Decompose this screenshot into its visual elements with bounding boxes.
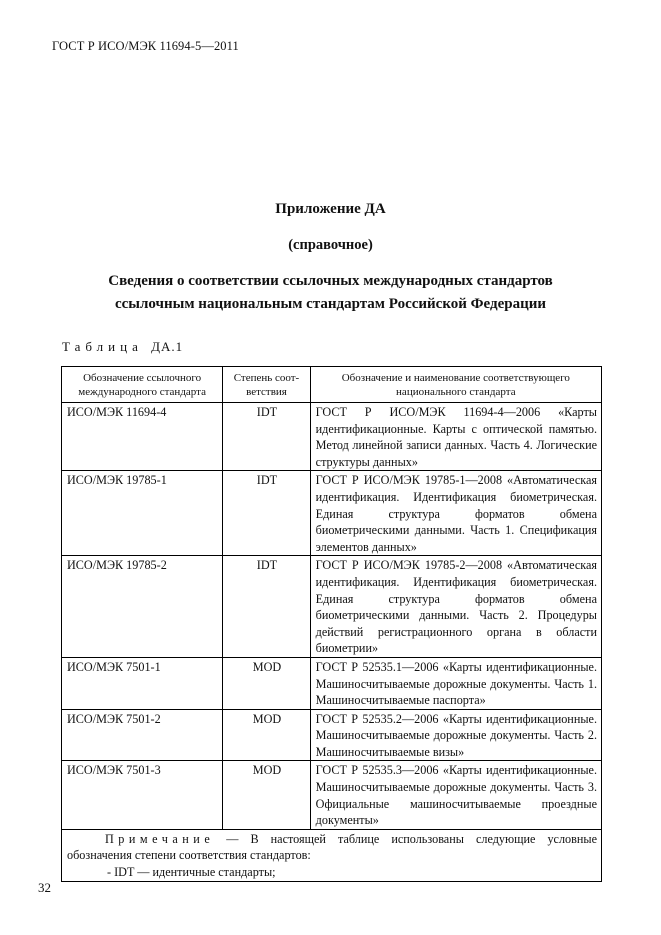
national-standard-name: ГОСТ Р 52535.2—2006 «Карты идентификационные. Машиносчитываемые дорожные документы. Часть 2. Машиносчитываемые визы»	[310, 709, 601, 761]
international-code: ИСО/МЭК 7501-2	[62, 709, 223, 761]
annex-heading-line-1: Сведения о соответствии ссылочных международных стандартов	[108, 273, 553, 289]
note-item-idt: - IDT — идентичные стандарты;	[107, 865, 276, 880]
degree-value: MOD	[223, 657, 310, 709]
header-degree: Степень соот-ветствия	[223, 367, 310, 403]
national-standard-name: ГОСТ Р 52535.1—2006 «Карты идентификационные. Машиносчитываемые дорожные документы. Часть 1. Машиносчитываемые паспорта»	[310, 657, 601, 709]
page-number: 32	[38, 880, 51, 895]
correspondence-table	[61, 366, 602, 882]
degree-value: MOD	[223, 709, 310, 761]
national-standard-name: ГОСТ Р ИСО/МЭК 19785-2—2008 «Автоматическая идентификация. Идентификация биометрическая. Единая структура форматов обмена биометрическими данными. Часть 2. Процедуры действий регистрационного органа в области биометрии»	[310, 556, 601, 658]
table-row	[62, 471, 602, 556]
table-label-word: Таблица	[62, 339, 143, 354]
international-code: ИСО/МЭК 11694-4	[62, 403, 223, 471]
document-code-header: ГОСТ Р ИСО/МЭК 11694-5—2011	[52, 39, 239, 53]
national-standard-name: ГОСТ Р 52535.3—2006 «Карты идентификационные. Машиносчитываемые дорожные документы. Часть 3. Официальные машиносчитываемые проездные документы»	[310, 761, 601, 829]
annex-heading	[40, 270, 621, 316]
note-dash: —	[214, 831, 251, 846]
degree-value: IDT	[223, 403, 310, 471]
table-header-row	[62, 367, 602, 403]
table-row	[62, 657, 602, 709]
table-note	[62, 829, 602, 881]
annex-title: Приложение ДА	[275, 201, 386, 217]
national-standard-name: ГОСТ Р ИСО/МЭК 19785-1—2008 «Автоматическая идентификация. Идентификация биометрическая. Единая структура форматов обмена биометрическими данными. Часть 1. Спецификация элементов данных»	[310, 471, 601, 556]
degree-value: IDT	[223, 471, 310, 556]
table-label-number: ДА.1	[151, 339, 184, 354]
table-row	[62, 709, 602, 761]
header-international-standard: Обозначение ссылочного международного стандарта	[62, 367, 223, 403]
table-row	[62, 403, 602, 471]
international-code: ИСО/МЭК 19785-1	[62, 471, 223, 556]
degree-value: IDT	[223, 556, 310, 658]
international-code: ИСО/МЭК 19785-2	[62, 556, 223, 658]
note-label: Примечание	[105, 831, 215, 846]
note-text: В настоящей таблице использованы следующие условные обозначения степени соответствия стандартов:	[67, 831, 598, 863]
degree-value: MOD	[223, 761, 310, 829]
table-row	[62, 761, 602, 829]
international-code: ИСО/МЭК 7501-3	[62, 761, 223, 829]
annex-subtitle: (справочное)	[288, 237, 373, 253]
table-row	[62, 556, 602, 658]
table-note-row	[62, 829, 602, 881]
international-code: ИСО/МЭК 7501-1	[62, 657, 223, 709]
annex-heading-line-2: ссылочным национальным стандартам Российской Федерации	[114, 296, 547, 312]
table-label	[62, 339, 183, 355]
header-national-standard: Обозначение и наименование соответствующего национального стандарта	[310, 367, 601, 403]
national-standard-name: ГОСТ Р ИСО/МЭК 11694-4—2006 «Карты идентификационные. Карты с оптической памятью. Метод линейной записи данных. Часть 4. Логические структуры данных»	[310, 403, 601, 471]
